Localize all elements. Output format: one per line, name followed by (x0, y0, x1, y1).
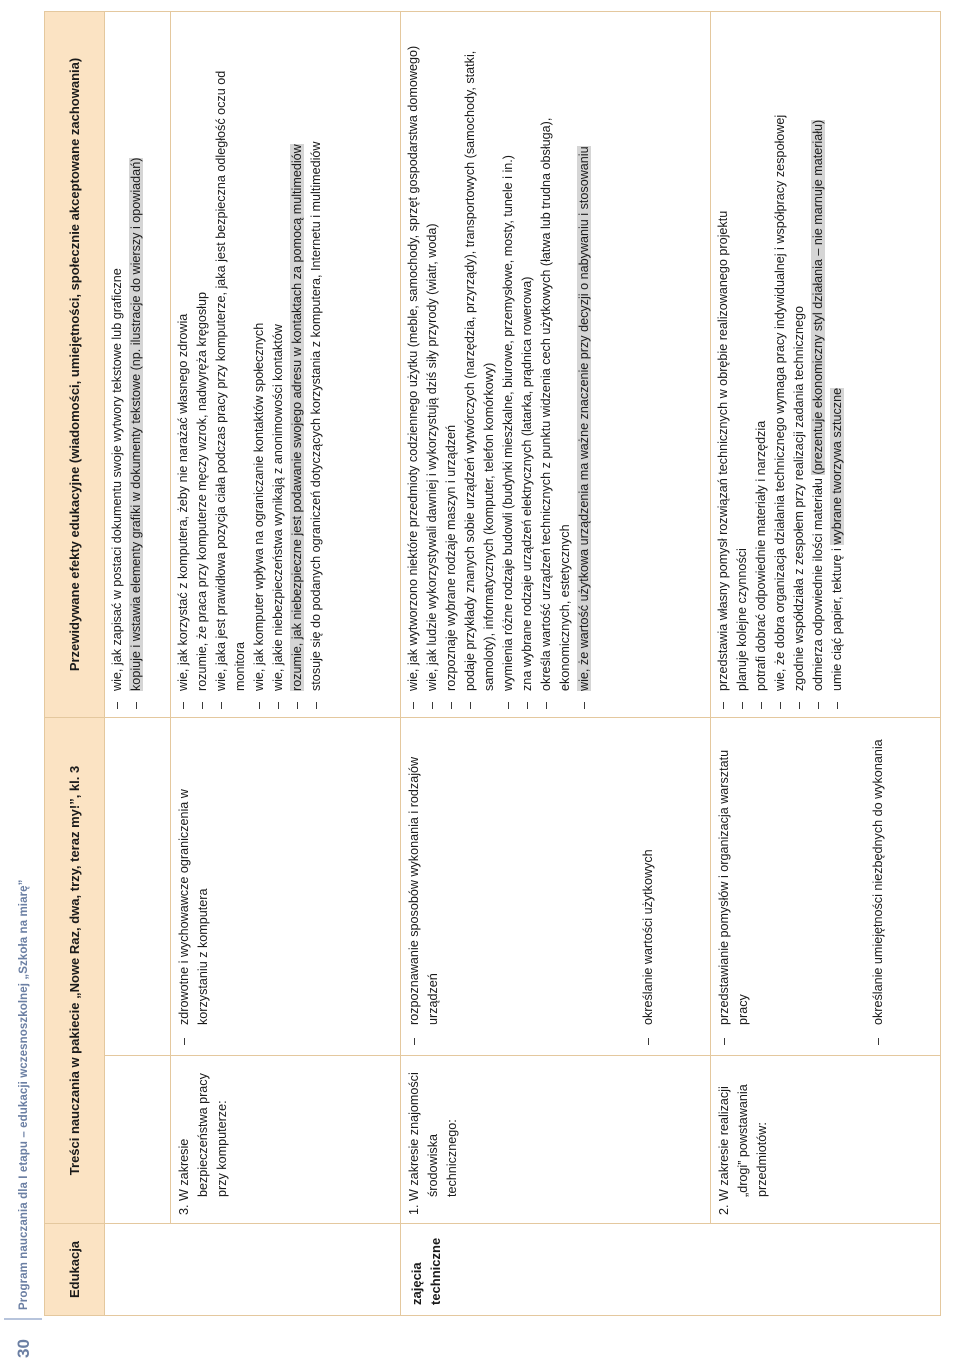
outcome-item: – podaje przykłady znanych sobie urządzeń wytwórczych (narzędzia, przyrządy), transportowych (samochody, statki, samoloty), informatycznych (komputer, telefon komórkowy) (461, 24, 499, 711)
requirement-item: – określanie wartości użytkowych (639, 730, 658, 1047)
outcome-item: – wie, jakie niebezpieczeństwa wynikają z anonimowości kontaktów (269, 24, 288, 711)
table-row (711, 11, 941, 1315)
outcome-item: – wie, jak ludzie wykorzystywali dawniej i wykorzystują dziś siły przyrody (wiatr, woda) (423, 24, 442, 711)
outcome-item: – potrafi dobrać odpowiednie materiały i narzędzia (752, 24, 771, 711)
outcome-item: – wie, jaka jest prawidłowa pozycja ciała podczas pracy przy komputerze, jaka jest bezpieczna odległość oczu od monitora (212, 24, 250, 711)
footer-title: Program nauczania dla I etapu – edukacji wczesnoszkolnej „Szkoła na miarę” (18, 879, 30, 1310)
area-cell-empty (105, 1056, 171, 1224)
area-label: 3. W zakresie bezpieczeństwa pracy przy komputerze: (177, 1073, 229, 1215)
requirements-spacer (753, 730, 869, 1047)
requirement-item: – przedstawianie pomysłów i organizacja warsztatu pracy (715, 730, 753, 1047)
outcome-item: – wie, jak zapisać w postaci dokumentu swoje wytwory tekstowe lub graficzne (108, 24, 127, 711)
outcomes-cell (711, 11, 941, 717)
header-outcomes: Przewidywane efekty edukacyjne (wiadomości, umiejętności, społecznie akceptowane zachowania) (45, 11, 105, 717)
table-header-row (45, 11, 105, 1315)
requirements-cell-empty (105, 717, 171, 1055)
outcome-item: – wymienia różne rodzaje budowli (budynki mieszkalne, biurowe, przemysłowe, mosty, tunele i in.) (499, 24, 518, 711)
outcome-item: – przedstawia własny pomysł rozwiązań technicznych w obrębie realizowanego projektu (714, 24, 733, 711)
outcome-item: – wie, jak wytworzono niektóre przedmioty codziennego użytku (meble, samochody, sprzęt gospodarstwa domowego) (404, 24, 423, 711)
highlighted-text: rozumie, jak niebezpieczne jest podawanie swojego adresu w kontaktach za pomocą multimediów (290, 144, 304, 691)
education-cell-empty (105, 1224, 171, 1316)
area-cell (171, 1056, 401, 1224)
outcome-item (828, 24, 847, 711)
outcome-item: – wie, jak komputer wpływa na ograniczanie kontaktów społecznych (250, 24, 269, 711)
highlighted-text: kopiuje i wstawia elementy grafiki w dokumenty tekstowe (np. ilustracje do wierszy i opowiadań) (129, 157, 143, 691)
table-row (105, 11, 171, 1315)
outcome-item: – stosuje się do podanych ograniczeń dotyczących korzystania z komputera, Internetu i multimediów (307, 24, 326, 711)
requirements-cell (401, 717, 711, 1055)
curriculum-table (44, 11, 941, 1316)
header-education: Edukacja (45, 1224, 105, 1316)
area-label: 1. W zakresie znajomości środowiska technicznego: (407, 1072, 459, 1215)
requirements-cell (711, 717, 941, 1055)
highlighted-text: (prezentuje ekonomiczny styl działania – nie marnuje materiału) (811, 119, 825, 475)
outcome-item: – planuje kolejne czynności (733, 24, 752, 711)
header-content: Treści nauczania w pakiecie „Nowe Raz, dwa, trzy, teraz my!”, kl. 3 (45, 717, 105, 1223)
page-number: 30 (14, 1339, 33, 1358)
table-row (401, 11, 711, 1315)
highlighted-text: wie, że wartość użytkowa urządzenia ma ważne znaczenie przy decyzji o nabywaniu i stosowaniu (577, 146, 591, 691)
table-row (171, 11, 401, 1315)
requirement-item: – zdrowotne i wychowawcze ograniczenia w korzystaniu z komputera (175, 730, 213, 1047)
area-label: 2. W zakresie realizacji „drogi” powstawania przedmiotów: (717, 1084, 769, 1215)
outcome-item: – zna wybrane rodzaje urządzeń elektrycznych (latarka, prądnica rowerowa) (518, 24, 537, 711)
outcomes-cell (401, 11, 711, 717)
requirement-item: – rozpoznawanie sposobów wykonania i rodzajów urządzeń (405, 730, 443, 1047)
area-cell (711, 1056, 941, 1224)
outcome-text: odmierza odpowiednie ilości materiału (811, 478, 825, 691)
outcome-item: – zgodnie współdziała z zespołem przy realizacji zadania technicznego (790, 24, 809, 711)
requirements-spacer (443, 730, 639, 1047)
footer-divider (4, 1318, 42, 1320)
area-cell (401, 1056, 711, 1224)
outcome-item (809, 24, 828, 711)
outcome-text: umie ciąć papier, tekturę i (830, 548, 844, 691)
highlighted-text: wybrane tworzywa sztuczne (830, 387, 844, 545)
outcome-item: – wie, jak korzystać z komputera, żeby nie narażać własnego zdrowia (174, 24, 193, 711)
outcome-item: – rozpoznaje wybrane rodzaje maszyn i urządzeń (442, 24, 461, 711)
education-cell (401, 1224, 711, 1316)
outcome-item (575, 24, 594, 711)
outcome-item (288, 24, 307, 711)
outcome-item: – określa wartość urządzeń technicznych z punktu widzenia cech użytkowych (łatwa lub trudna obsługa), ekonomicznych, estetycznych (537, 24, 575, 711)
outcomes-cell (105, 11, 171, 717)
outcomes-cell (171, 11, 401, 717)
requirement-item: – określanie umiejętności niezbędnych do wykonania (869, 730, 888, 1047)
outcome-item: – rozumie, że praca przy komputerze męczy wzrok, nadwyręża kręgosłup (193, 24, 212, 711)
page-footer (0, 0, 46, 1364)
education-cell-empty (711, 1224, 941, 1316)
requirements-cell (171, 717, 401, 1055)
outcome-item: – wie, że dobra organizacja działania technicznego wymaga pracy indywidualnej i współpracy zespołowej (771, 24, 790, 711)
education-cell-empty (171, 1224, 401, 1316)
outcome-item (127, 24, 146, 711)
subject-label: zajęcia techniczne (409, 1237, 443, 1305)
